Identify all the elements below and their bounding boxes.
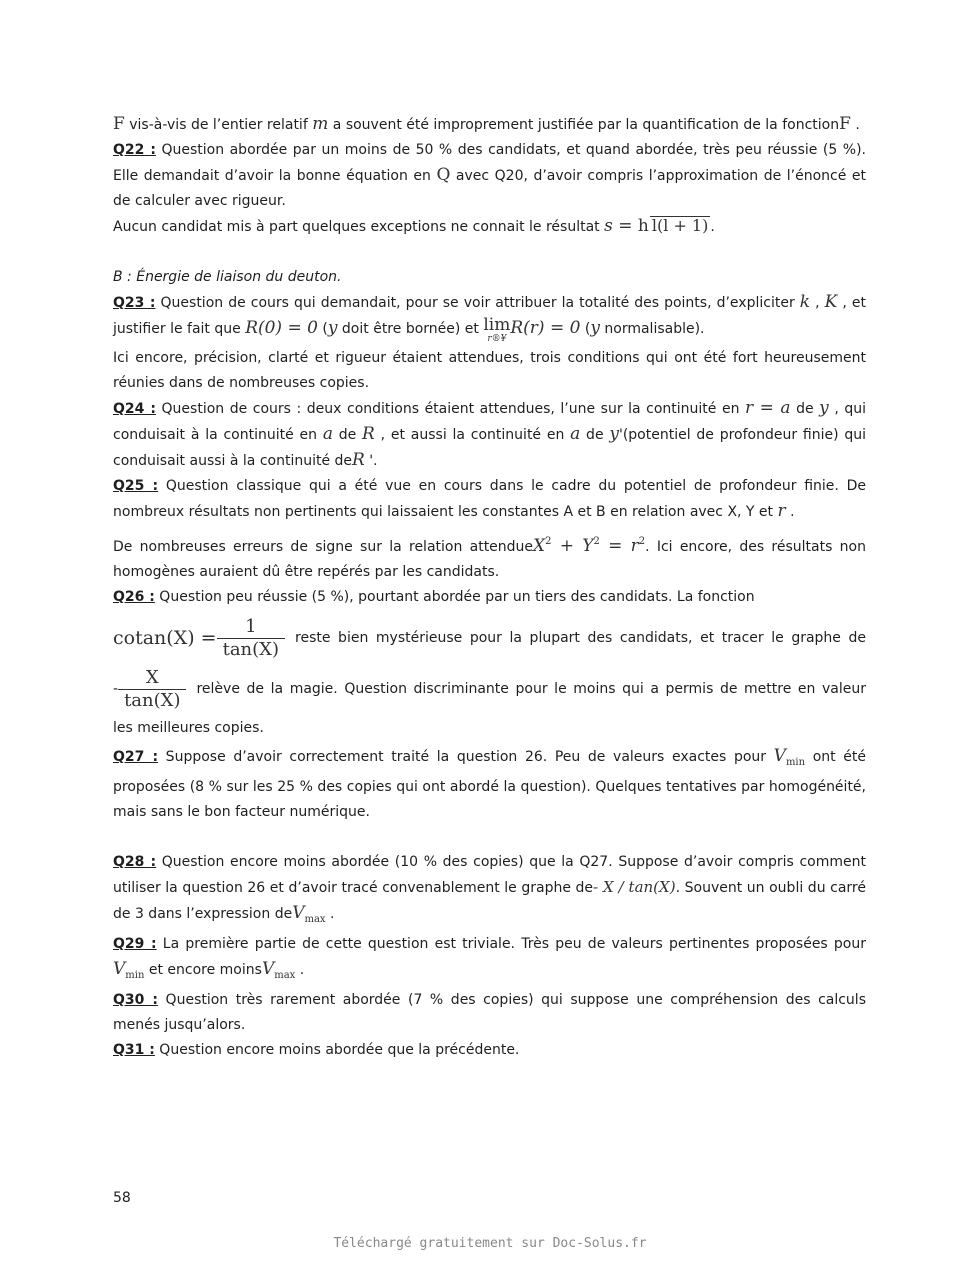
- question-label: Q29 :: [113, 936, 157, 952]
- question-22: Q22 : Question abordée par un moins de 50 % des candidats, et quand abordée, très peu réussie (5 %). Elle demandait d’avoir la bonne équation en Q avec Q20, d’avoir compris l’approximation de l’énoncé et de calculer avec rigueur.: [113, 142, 866, 209]
- question-label: Q22 :: [113, 142, 156, 158]
- question-label: Q26 :: [113, 589, 155, 605]
- section-title: B : Énergie de liaison du deuton.: [113, 269, 342, 285]
- math-sqrt: l(l + 1): [651, 216, 709, 235]
- math-m: m: [312, 114, 329, 134]
- question-30: Q30 : Question très rarement abordée (7 % des copies) qui suppose une compréhension des calculs menés jusqu’alors.: [113, 992, 866, 1033]
- paragraph-precision: Ici encore, précision, clarté et rigueur étaient attendues, trois conditions qui ont été fort heureusement réunies dans de nombreuses copies.: [113, 350, 866, 391]
- question-25: Q25 : Question classique qui a été vue en cours dans le cadre du potentiel de profondeur finie. De nombreux résultats non pertinents qui laissaient les constantes A et B en relation avec X, Y et r .: [113, 478, 866, 521]
- footer-watermark: Téléchargé gratuitement sur Doc-Solus.fr: [333, 1236, 647, 1251]
- question-label: Q30 :: [113, 992, 158, 1008]
- question-label: Q31 :: [113, 1042, 155, 1058]
- math-fraction: $\frac{X}{\tan(X)}$: [118, 667, 186, 712]
- math-Q: Q: [436, 165, 451, 185]
- question-label: Q25 :: [113, 478, 159, 494]
- question-label: Q23 :: [113, 295, 156, 311]
- page-number: 58: [113, 1190, 131, 1206]
- paragraph-spin-result: Aucun candidat mis à part quelques exceptions ne connait le résultat s = h l(l + 1) .: [113, 216, 715, 236]
- report-body: [113, 112, 866, 1063]
- math-cotan: cotan(X) =: [113, 627, 217, 649]
- math-fraction: $\frac{1}{\tan(X)}$: [217, 616, 285, 661]
- question-29: Q29 : La première partie de cette question est triviale. Très peu de valeurs pertinentes proposées pour $V_{min}$ et encore moinsV$_{max}$ .: [113, 936, 866, 981]
- question-28: Q28 : Question encore moins abordée (10 % des copies) que la Q27. Suppose d’avoir compris comment utiliser la question 26 et d’avoir tracé convenablement le graphe de- X / tan(X). Souvent un oubli du carré de 3 dans l’expression deV$_{max}$ .: [113, 854, 866, 925]
- question-23: Q23 : Question de cours qui demandait, pour se voir attribuer la totalité des points, d’expliciter k , K , et justifier le fait que R(0) = 0 (y doit être bornée) et lim r®¥ R(r) = 0 (y normalisable).: [113, 292, 866, 344]
- question-31: Q31 : Question encore moins abordée que la précédente.: [113, 1042, 520, 1058]
- math-limit: lim r®¥: [483, 315, 511, 344]
- question-26: Q26 : Question peu réussie (5 %), pourtant abordée par un tiers des candidats. La fonction: [113, 589, 755, 605]
- math-F: F: [839, 114, 851, 134]
- question-27: Q27 : Suppose d’avoir correctement traité la question 26. Peu de valeurs exactes pour $V_{min}$ ont été proposées (8 % sur les 25 % des copies qui ont abordé la question). Quelques tentatives par homogénéité, mais sans le bon facteur numérique.: [113, 746, 866, 820]
- question-label: Q27 :: [113, 749, 159, 765]
- graph-formula-line: - $\frac{X}{\tan(X)}$ relève de la magie. Question discriminante pour le moins qui a permis de mettre en valeur: [113, 667, 866, 711]
- question-label: Q28 :: [113, 854, 157, 870]
- question-label: Q24 :: [113, 401, 156, 417]
- question-24: Q24 : Question de cours : deux conditions étaient attendues, l’une sur la continuité en r = a de y , qui conduisait à la continuité en a de R , et aussi la continuité en a de y'(potentiel de profondeur finie) qui conduisait aussi à la continuité deR '.: [113, 398, 866, 470]
- paragraph-intro: F vis-à-vis de l’entier relatif m a souvent été improprement justifiée par la quantification de la fonctionF .: [113, 114, 860, 134]
- cotan-formula-line: cotan(X) = $\frac{1}{\tan(X)}$ reste bien mystérieuse pour la plupart des candidats, et tracer le graphe de: [113, 616, 866, 660]
- math-F: F: [113, 114, 125, 134]
- question-26-end: les meilleures copies.: [113, 720, 264, 736]
- paragraph-sign-errors: De nombreuses erreurs de signe sur la relation attendueX$^2$ + $Y^2 = r^2$. Ici encore, des résultats non homogènes auraient dû être repérés par les candidats.: [113, 536, 866, 580]
